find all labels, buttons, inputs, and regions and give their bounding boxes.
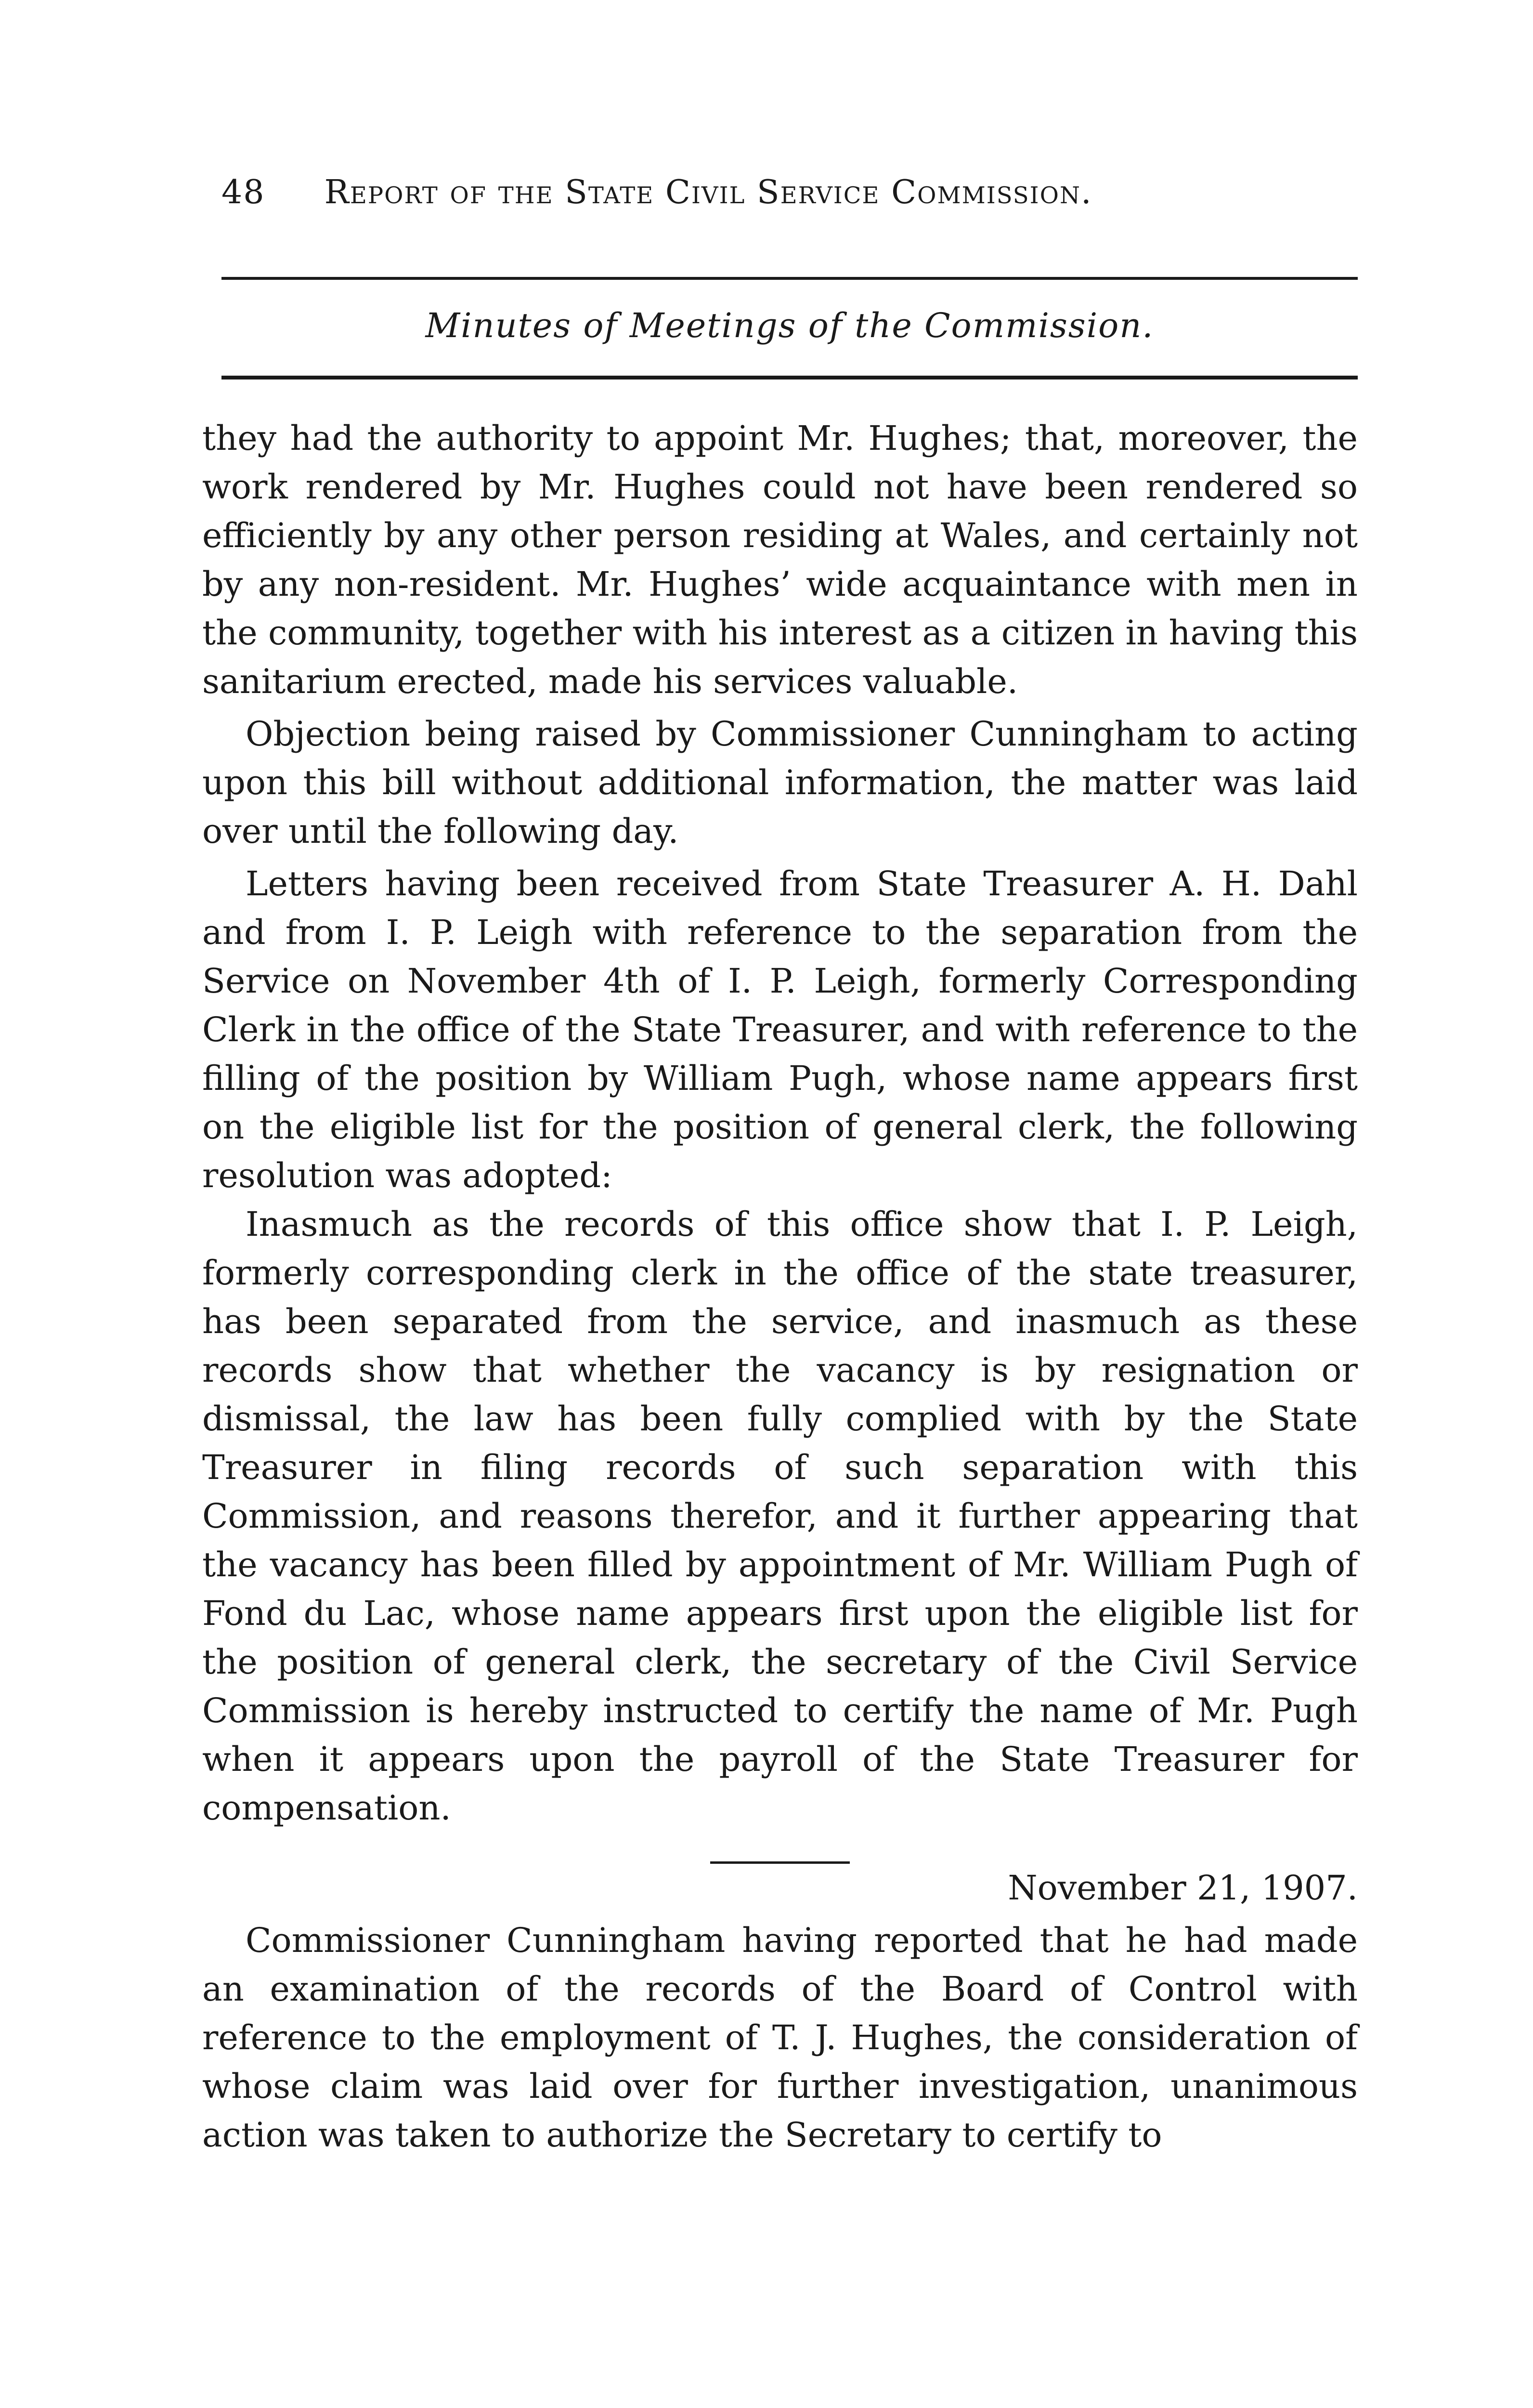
paragraph-letters: Letters having been received from State Treasurer A. H. Dahl and from I. P. Leigh with reference to the separation from the Service on November 4th of I. P. Leigh, formerly Corresponding Clerk in the office of the State Treasurer, and with reference to the filling of the position by William Pugh, whose name appears first on the eligible list for the position of general clerk, the following resolution was adopted: <box>202 864 1358 1195</box>
running-head <box>221 173 1377 226</box>
body-text <box>202 414 1358 2159</box>
paragraph-continuation: they had the authority to appoint Mr. Hughes; that, moreover, the work rendered by Mr. Hughes could not have been rendered so efficiently by any other person residing at Wales, and certainly not by any non-resident. Mr. Hughes’ wide acquaintance with men in the community, together with his interest as a citizen in having this sanitarium erected, made his services valuable. <box>202 419 1358 701</box>
paragraph-resolution: Inasmuch as the records of this office show that I. P. Leigh, formerly corresponding clerk in the office of the state treasurer, has been separated from the service, and inasmuch as these records show that whether the vacancy is by resignation or dismissal, the law has been fully complied with by the State Treasurer in filing records of such separation with this Commission, and reasons therefor, and it further appearing that the vacancy has been filled by appointment of Mr. William Pugh of Fond du Lac, whose name appears first upon the eligible list for the position of general clerk, the secretary of the Civil Service Commission is hereby instructed to certify the name of Mr. Pugh when it appears upon the payroll of the State Treasurer for compensation. <box>202 1204 1358 1828</box>
paragraph-cunningham-report: Commissioner Cunningham having reported that he had made an examination of the records of the Board of Control with reference to the employment of T. J. Hughes, the consideration of whose claim was laid over for further investigation, unanimous action was taken to authorize the Secretary to certify to <box>202 1921 1358 2155</box>
page-number: 48 <box>221 173 265 211</box>
running-head-title: Report of the State Civil Service Commission. <box>324 173 1092 211</box>
header-rule-bottom <box>221 376 1358 380</box>
entry-date: November 21, 1907. <box>1008 1868 1358 1908</box>
section-title: Minutes of Meetings of the Commission. <box>425 306 1154 345</box>
paragraph-objection: Objection being raised by Commissioner Cunningham to acting upon this bill without additional information, the matter was laid over until the following day. <box>202 714 1358 851</box>
header-rule-top <box>221 277 1358 280</box>
